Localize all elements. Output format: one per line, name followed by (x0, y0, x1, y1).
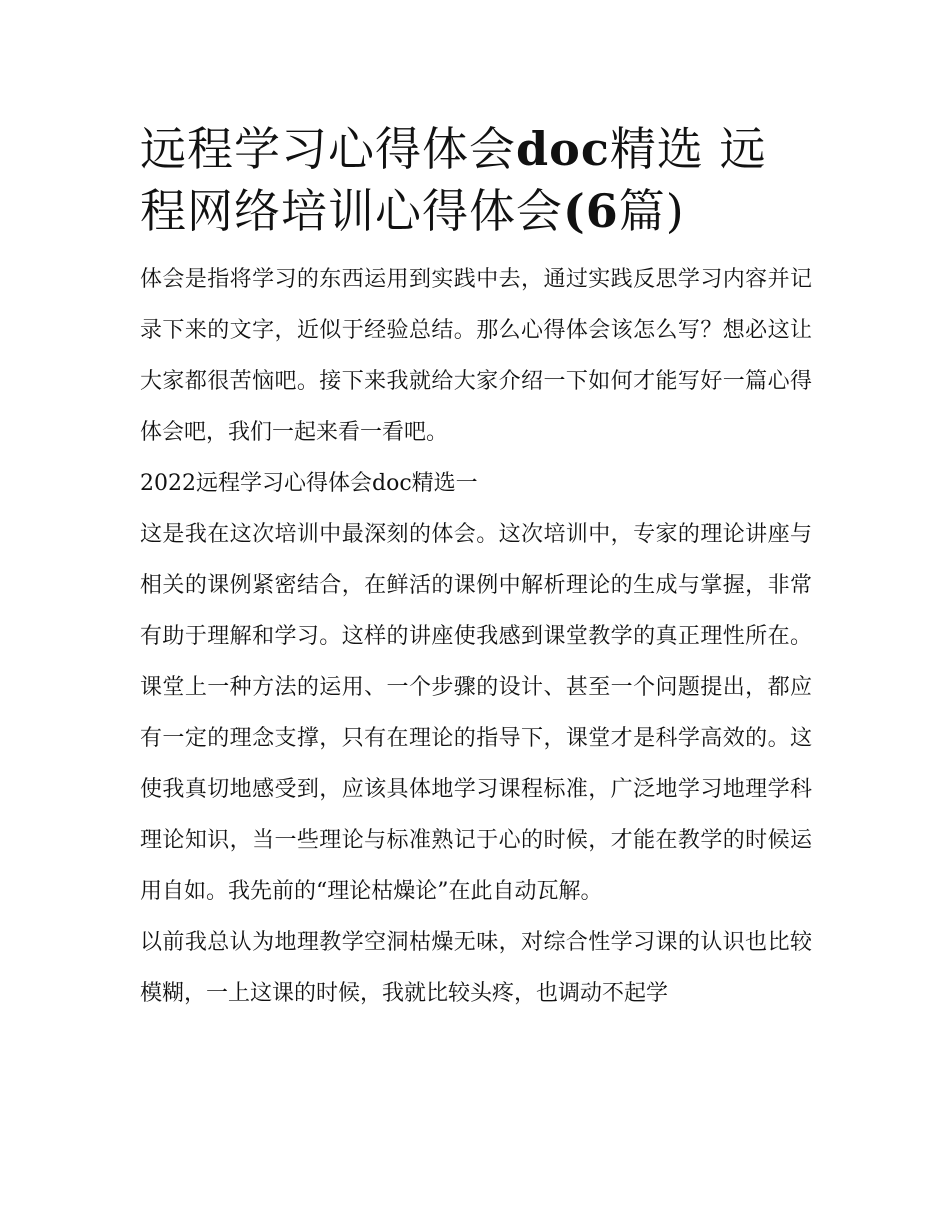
section-heading: 2022远程学习心得体会doc精选一 (140, 471, 478, 496)
title-part-2: doc (516, 122, 610, 176)
document-title (140, 118, 812, 242)
intro-paragraph: 体会是指将学习的东西运用到实践中去，通过实践反思学习内容并记录下来的文字，近似于经验总结。那么心得体会该怎么写？想必这让大家都很苦恼吧。接下来我就给大家介绍一下如何才能写好一篇心得体会吧，我们一起来看一看吧。 (140, 267, 812, 445)
document-page (140, 118, 812, 1019)
body-paragraph-2: 以前我总认为地理教学空洞枯燥无味，对综合性学习课的认识也比较模糊，一上这课的时候，我就比较头疼，也调动不起学 (140, 930, 812, 1006)
body-paragraph-1: 这是我在这次培训中最深刻的体会。这次培训中，专家的理论讲座与相关的课例紧密结合，在鲜活的课例中解析理论的生成与掌握，非常有助于理解和学习。这样的讲座使我感到课堂教学的真正理性所在。课堂上一种方法的运用、一个步骤的设计、甚至一个问题提出，都应有一定的理念支撑，只有在理论的指导下，课堂才是科学高效的。这使我真切地感受到，应该具体地学习课程标准，广泛地学习地理学科理论知识，当一些理论与标准熟记于心的时候，才能在教学的时候运用自如。我先前的“理论枯燥论”在此自动瓦解。 (140, 522, 812, 904)
title-part-4: (6 (563, 184, 619, 238)
title-part-1: 远程学习心得体会 (140, 122, 516, 176)
title-part-3: 精选 远程网络培训心得体会 (140, 122, 767, 238)
title-part-5: 篇) (618, 184, 685, 238)
